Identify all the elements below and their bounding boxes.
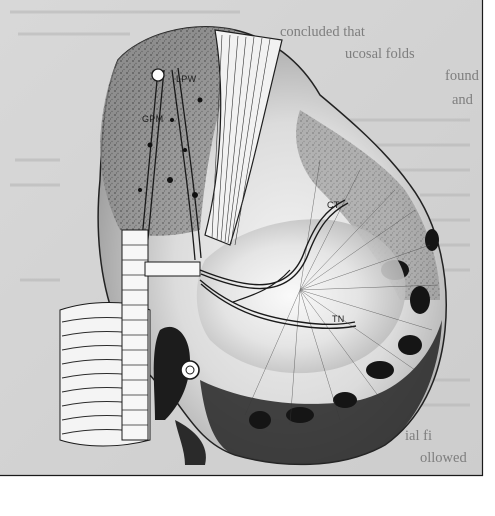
ghost-text-line4: and xyxy=(452,92,473,108)
label-lpw: LPW xyxy=(176,74,197,84)
ghost-text-line1: concluded that xyxy=(280,24,365,40)
ghost-text-line6: ollowed xyxy=(420,450,467,466)
ghost-text-line2: ucosal folds xyxy=(345,46,415,62)
white-margin-bottom xyxy=(0,476,495,516)
white-margin-right xyxy=(483,0,495,476)
ghost-text-line3: found xyxy=(445,68,479,84)
label-gpm: GPM xyxy=(142,114,164,124)
label-ct: CT xyxy=(327,200,340,210)
label-tn: TN xyxy=(332,314,345,324)
vessel-ring-top xyxy=(152,69,164,81)
ghost-text-line5: ial fi xyxy=(405,428,432,444)
